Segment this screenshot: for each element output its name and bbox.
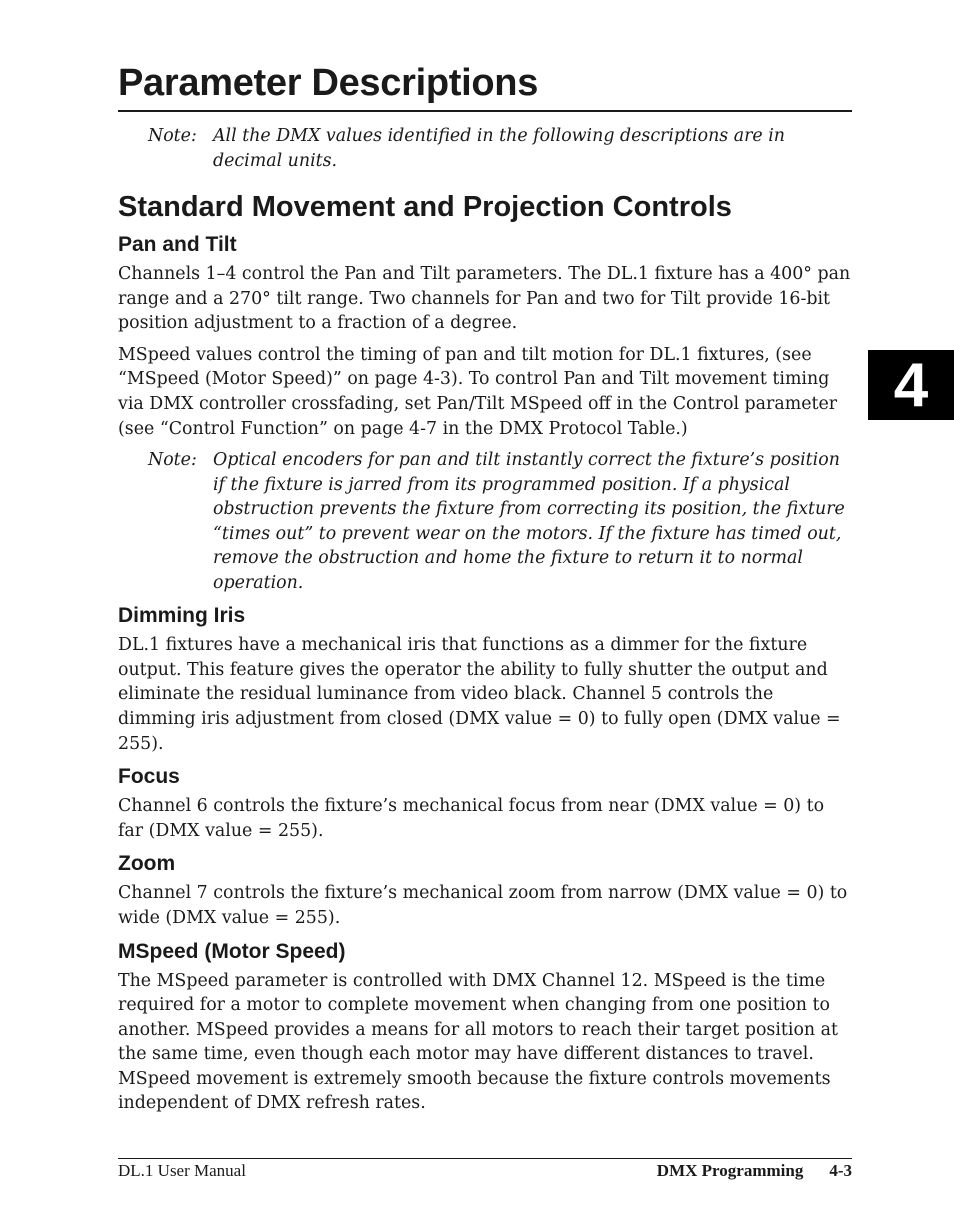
- page-footer: [118, 1161, 852, 1181]
- pan-tilt-paragraph-2: MSpeed values control the timing of pan and tilt motion for DL.1 fixtures, (see “MSpeed (Motor Speed)” on page 4-3). To control Pan and Tilt movement timing via DMX controller crossfading, set Pan/Tilt MSpeed off in the Control parameter (see “Control Function” on page 4-7 in the DMX Protocol Table.): [118, 344, 838, 439]
- mspeed-heading: MSpeed (Motor Speed): [118, 939, 346, 963]
- section-title: Standard Movement and Projection Controls: [118, 191, 732, 223]
- note-label: Note:: [148, 450, 197, 471]
- footer-rule: [118, 1158, 852, 1159]
- zoom-paragraph: Channel 7 controls the fixture’s mechanical zoom from narrow (DMX value = 0) to wide (DMX value = 255).: [118, 883, 848, 928]
- dimming-iris-heading: Dimming Iris: [118, 604, 246, 628]
- pan-tilt-paragraph-1: Channels 1–4 control the Pan and Tilt parameters. The DL.1 fixture has a 400° pan range and a 270° tilt range. Two channels for Pan and two for Tilt provide 16-bit position adjustment to a fraction of a degree.: [118, 264, 851, 334]
- zoom-heading: Zoom: [118, 852, 176, 876]
- footer-section-name: DMX Programming: [656, 1161, 804, 1180]
- note-text: All the DMX values identified in the following descriptions are in decimal units.: [213, 126, 786, 171]
- note-text: Optical encoders for pan and tilt instantly correct the fixture’s position if the fixture is jarred from its programmed position. If a physical obstruction prevents the fixture from correcting its position, the fixture “times out” to prevent wear on the motors. If the fixture has timed out, remove the obstruction and home the fixture to return it to normal operation.: [213, 450, 845, 593]
- decimal-units-note: [148, 124, 852, 173]
- focus-paragraph: Channel 6 controls the fixture’s mechanical focus from near (DMX value = 0) to far (DMX value = 255).: [118, 796, 825, 841]
- note-label: Note:: [148, 126, 197, 146]
- dimming-iris-paragraph: DL.1 fixtures have a mechanical iris that functions as a dimmer for the fixture output. This feature gives the operator the ability to fully shutter the output and eliminate the residual luminance from video black. Channel 5 controls the dimming iris adjustment from closed (DMX value = 0) to fully open (DMX value = 255).: [118, 635, 841, 754]
- focus-heading: Focus: [118, 765, 180, 789]
- footer-section-info: [657, 1161, 852, 1181]
- pan-tilt-heading: Pan and Tilt: [118, 233, 237, 256]
- mspeed-paragraph: The MSpeed parameter is controlled with DMX Channel 12. MSpeed is the time required for a motor to complete movement when changing from one position to another. MSpeed provides a means for all motors to reach their target position at the same time, even though each motor may have different distances to travel. MSpeed movement is extremely smooth because the fixture controls movements independent of DMX refresh rates.: [118, 970, 839, 1114]
- page-title: Parameter Descriptions: [118, 62, 539, 104]
- footer-manual-title: DL.1 User Manual: [118, 1161, 246, 1180]
- optical-encoder-note: [148, 448, 852, 595]
- body-flow: [118, 124, 852, 1123]
- title-rule: [118, 110, 852, 112]
- footer-page-number: 4-3: [829, 1161, 852, 1180]
- chapter-tab: 4: [868, 350, 954, 420]
